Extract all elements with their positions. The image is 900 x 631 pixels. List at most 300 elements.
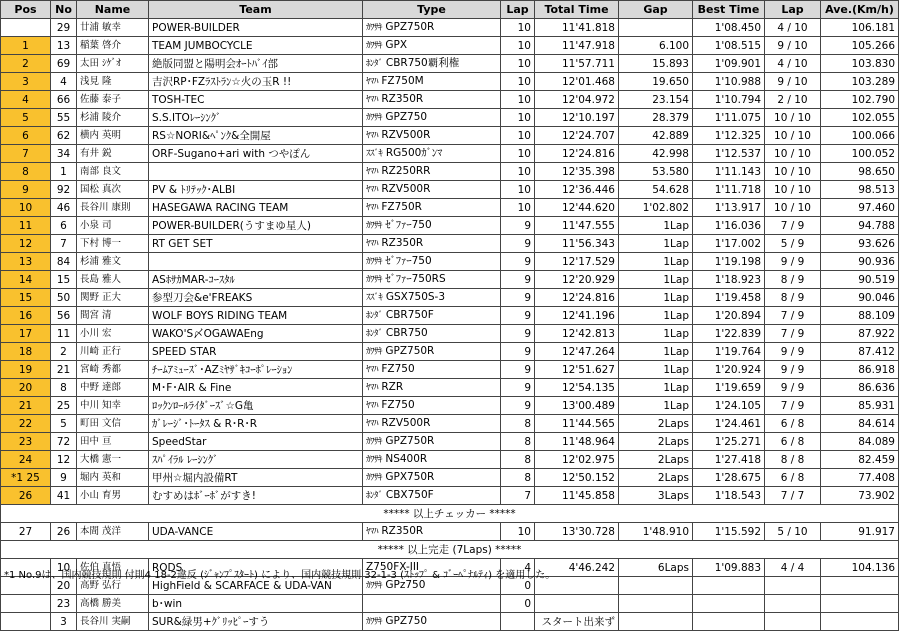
finish-separator-row bbox=[1, 541, 899, 559]
average-speed-cell: 86.636 bbox=[821, 379, 899, 397]
team-cell: TEAM JUMBOCYCLE bbox=[149, 37, 363, 55]
rider-name-cell: 大橋 憲一 bbox=[77, 451, 149, 469]
best-lap-cell: 10 / 10 bbox=[765, 145, 821, 163]
maker-label: ｶﾜｻｷ bbox=[366, 113, 383, 123]
model-label: ｾﾞﾌｧｰ750RS bbox=[385, 273, 446, 285]
lap-cell: 8 bbox=[501, 451, 535, 469]
lap-cell: 10 bbox=[501, 73, 535, 91]
lap-cell: 10 bbox=[501, 181, 535, 199]
average-speed-cell: 98.650 bbox=[821, 163, 899, 181]
table-row bbox=[1, 199, 899, 217]
maker-label: ｶﾜｻｷ bbox=[366, 437, 383, 447]
number-cell: 20 bbox=[51, 577, 77, 595]
gap-cell: 19.650 bbox=[619, 73, 693, 91]
rider-name-cell: 杉浦 陵介 bbox=[77, 109, 149, 127]
average-speed-cell bbox=[821, 577, 899, 595]
model-label: GPZ750 bbox=[385, 111, 428, 123]
total-time-cell: 12'24.816 bbox=[535, 145, 619, 163]
maker-label: ﾔﾏﾊ bbox=[366, 383, 379, 393]
rider-name-cell: 小泉 司 bbox=[77, 217, 149, 235]
rider-name-cell: 佐伯 真悟 bbox=[77, 559, 149, 577]
maker-label: ﾔﾏﾊ bbox=[366, 239, 379, 249]
maker-label: ﾔﾏﾊ bbox=[366, 419, 379, 429]
gap-cell: 1'02.802 bbox=[619, 199, 693, 217]
model-label: RZR bbox=[381, 381, 404, 393]
rider-name-cell: 長谷川 実嗣 bbox=[77, 613, 149, 631]
lap-cell: 10 bbox=[501, 55, 535, 73]
best-time-cell: 1'28.675 bbox=[693, 469, 765, 487]
best-lap-cell: 7 / 9 bbox=[765, 397, 821, 415]
number-cell: 92 bbox=[51, 181, 77, 199]
maker-label: ﾎﾝﾀﾞ bbox=[366, 311, 383, 321]
lap-cell: 10 bbox=[501, 145, 535, 163]
col-bestlap-header: Lap bbox=[765, 1, 821, 19]
pos-cell: *1 25 bbox=[1, 469, 51, 487]
type-cell bbox=[363, 595, 501, 613]
team-cell: SPEED STAR bbox=[149, 343, 363, 361]
best-lap-cell: 8 / 9 bbox=[765, 271, 821, 289]
model-label: RG500ｶﾞﾝﾏ bbox=[385, 147, 443, 159]
best-lap-cell: 6 / 8 bbox=[765, 433, 821, 451]
gap-cell: 1'48.910 bbox=[619, 523, 693, 541]
best-lap-cell: 9 / 10 bbox=[765, 37, 821, 55]
type-cell bbox=[363, 289, 501, 307]
number-cell: 3 bbox=[51, 613, 77, 631]
gap-cell bbox=[619, 577, 693, 595]
gap-cell: 1Lap bbox=[619, 271, 693, 289]
best-lap-cell: 5 / 10 bbox=[765, 523, 821, 541]
model-label: NS400R bbox=[385, 453, 428, 465]
total-time-cell: 4'46.242 bbox=[535, 559, 619, 577]
team-cell: むすめはﾎﾞｰﾎﾞがすき! bbox=[149, 487, 363, 505]
maker-label: ﾔﾏﾊ bbox=[366, 185, 379, 195]
maker-label: ｽｽﾞｷ bbox=[366, 293, 383, 303]
finish-separator: ***** 以上完走 (7Laps) ***** bbox=[1, 541, 899, 559]
table-row bbox=[1, 289, 899, 307]
rider-name-cell: 関野 正大 bbox=[77, 289, 149, 307]
type-cell bbox=[363, 397, 501, 415]
total-time-cell: 12'51.627 bbox=[535, 361, 619, 379]
rider-name-cell: 南部 良文 bbox=[77, 163, 149, 181]
model-label: GPZ750R bbox=[385, 345, 435, 357]
lap-cell: 9 bbox=[501, 379, 535, 397]
lap-cell: 9 bbox=[501, 343, 535, 361]
pos-cell: 17 bbox=[1, 325, 51, 343]
gap-cell: 1Lap bbox=[619, 325, 693, 343]
best-lap-cell bbox=[765, 577, 821, 595]
best-lap-cell: 10 / 10 bbox=[765, 109, 821, 127]
best-lap-cell: 8 / 8 bbox=[765, 451, 821, 469]
col-lap-header: Lap bbox=[501, 1, 535, 19]
pos-cell: 16 bbox=[1, 307, 51, 325]
total-time-cell: 11'47.918 bbox=[535, 37, 619, 55]
type-cell bbox=[363, 613, 501, 631]
number-cell: 62 bbox=[51, 127, 77, 145]
team-cell bbox=[149, 163, 363, 181]
rider-name-cell: 下村 博一 bbox=[77, 235, 149, 253]
type-cell bbox=[363, 217, 501, 235]
rider-name-cell: 横内 英明 bbox=[77, 127, 149, 145]
team-cell: POWER-BUILDER bbox=[149, 19, 363, 37]
team-cell: 甲州☆堀内設備RT bbox=[149, 469, 363, 487]
total-time-cell: 11'48.964 bbox=[535, 433, 619, 451]
number-cell: 55 bbox=[51, 109, 77, 127]
best-time-cell: 1'27.418 bbox=[693, 451, 765, 469]
col-no-header: No bbox=[51, 1, 77, 19]
model-label: GPX bbox=[385, 39, 408, 51]
rider-name-cell: 有井 鋭 bbox=[77, 145, 149, 163]
number-cell: 69 bbox=[51, 55, 77, 73]
average-speed-cell: 103.289 bbox=[821, 73, 899, 91]
model-label: FZ750 bbox=[381, 363, 415, 375]
best-lap-cell: 4 / 10 bbox=[765, 55, 821, 73]
team-cell: SpeedStar bbox=[149, 433, 363, 451]
rider-name-cell: 長谷川 康則 bbox=[77, 199, 149, 217]
table-row bbox=[1, 163, 899, 181]
model-label: GPZ750R bbox=[385, 435, 435, 447]
gap-cell: 1Lap bbox=[619, 343, 693, 361]
team-cell: WOLF BOYS RIDING TEAM bbox=[149, 307, 363, 325]
pos-cell: 9 bbox=[1, 181, 51, 199]
type-cell bbox=[363, 91, 501, 109]
gap-cell: 2Laps bbox=[619, 415, 693, 433]
pos-cell: 2 bbox=[1, 55, 51, 73]
best-lap-cell bbox=[765, 613, 821, 631]
average-speed-cell: 82.459 bbox=[821, 451, 899, 469]
average-speed-cell: 84.089 bbox=[821, 433, 899, 451]
average-speed-cell: 97.460 bbox=[821, 199, 899, 217]
pos-cell: 20 bbox=[1, 379, 51, 397]
total-time-cell: 12'41.196 bbox=[535, 307, 619, 325]
pos-cell bbox=[1, 613, 51, 631]
type-cell bbox=[363, 523, 501, 541]
average-speed-cell: 105.266 bbox=[821, 37, 899, 55]
best-lap-cell: 7 / 7 bbox=[765, 487, 821, 505]
pos-cell: 27 bbox=[1, 523, 51, 541]
gap-cell: 53.580 bbox=[619, 163, 693, 181]
average-speed-cell: 102.055 bbox=[821, 109, 899, 127]
lap-cell: 8 bbox=[501, 469, 535, 487]
gap-cell: 15.893 bbox=[619, 55, 693, 73]
gap-cell bbox=[619, 595, 693, 613]
best-time-cell: 1'20.894 bbox=[693, 307, 765, 325]
gap-cell: 1Lap bbox=[619, 289, 693, 307]
pos-cell: 15 bbox=[1, 289, 51, 307]
team-cell: UDA-VANCE bbox=[149, 523, 363, 541]
best-time-cell bbox=[693, 613, 765, 631]
maker-label: ﾎﾝﾀﾞ bbox=[366, 329, 383, 339]
pos-cell bbox=[1, 19, 51, 37]
table-row bbox=[1, 127, 899, 145]
number-cell: 41 bbox=[51, 487, 77, 505]
total-time-cell: 12'24.816 bbox=[535, 289, 619, 307]
team-cell: M･F･AIR & Fine bbox=[149, 379, 363, 397]
average-speed-cell: 104.136 bbox=[821, 559, 899, 577]
lap-cell: 9 bbox=[501, 253, 535, 271]
maker-label: ｽｽﾞｷ bbox=[366, 149, 383, 159]
average-speed-cell: 94.788 bbox=[821, 217, 899, 235]
lap-cell: 10 bbox=[501, 163, 535, 181]
best-time-cell: 1'16.036 bbox=[693, 217, 765, 235]
type-cell bbox=[363, 181, 501, 199]
type-cell bbox=[363, 127, 501, 145]
type-cell bbox=[363, 271, 501, 289]
team-cell: SUR&緑男+ｸﾞﾘｯﾋﾟｰすう bbox=[149, 613, 363, 631]
maker-label: ｶﾜｻｷ bbox=[366, 23, 383, 33]
best-time-cell: 1'19.764 bbox=[693, 343, 765, 361]
average-speed-cell: 103.830 bbox=[821, 55, 899, 73]
best-time-cell bbox=[693, 595, 765, 613]
best-time-cell: 1'19.198 bbox=[693, 253, 765, 271]
maker-label: ｶﾜｻｷ bbox=[366, 257, 383, 267]
model-label: FZ750M bbox=[381, 75, 424, 87]
lap-cell: 9 bbox=[501, 361, 535, 379]
best-lap-cell: 9 / 9 bbox=[765, 253, 821, 271]
total-time-cell: 11'57.711 bbox=[535, 55, 619, 73]
gap-cell: 54.628 bbox=[619, 181, 693, 199]
best-time-cell bbox=[693, 577, 765, 595]
best-lap-cell: 10 / 10 bbox=[765, 127, 821, 145]
type-cell bbox=[363, 55, 501, 73]
average-speed-cell: 100.066 bbox=[821, 127, 899, 145]
best-lap-cell: 9 / 9 bbox=[765, 379, 821, 397]
best-lap-cell bbox=[765, 595, 821, 613]
type-cell bbox=[363, 379, 501, 397]
best-lap-cell: 4 / 4 bbox=[765, 559, 821, 577]
total-time-cell: 12'54.135 bbox=[535, 379, 619, 397]
type-cell bbox=[363, 343, 501, 361]
table-row bbox=[1, 379, 899, 397]
best-time-cell: 1'11.143 bbox=[693, 163, 765, 181]
average-speed-cell: 84.614 bbox=[821, 415, 899, 433]
total-time-cell: 12'44.620 bbox=[535, 199, 619, 217]
col-type-header: Type bbox=[363, 1, 501, 19]
pos-cell: 3 bbox=[1, 73, 51, 91]
gap-cell: 6Laps bbox=[619, 559, 693, 577]
best-time-cell: 1'15.592 bbox=[693, 523, 765, 541]
pos-cell: 6 bbox=[1, 127, 51, 145]
best-time-cell: 1'17.002 bbox=[693, 235, 765, 253]
type-cell bbox=[363, 253, 501, 271]
total-time-cell: 13'30.728 bbox=[535, 523, 619, 541]
rider-name-cell: 杉浦 雅文 bbox=[77, 253, 149, 271]
pos-cell: 8 bbox=[1, 163, 51, 181]
number-cell: 34 bbox=[51, 145, 77, 163]
gap-cell: 2Laps bbox=[619, 433, 693, 451]
rider-name-cell: 中野 達郎 bbox=[77, 379, 149, 397]
best-lap-cell: 10 / 10 bbox=[765, 199, 821, 217]
lap-cell: 0 bbox=[501, 595, 535, 613]
type-cell bbox=[363, 307, 501, 325]
best-lap-cell: 9 / 10 bbox=[765, 73, 821, 91]
table-row bbox=[1, 523, 899, 541]
best-lap-cell: 7 / 9 bbox=[765, 217, 821, 235]
number-cell: 26 bbox=[51, 523, 77, 541]
best-time-cell: 1'18.923 bbox=[693, 271, 765, 289]
rider-name-cell: 田中 亘 bbox=[77, 433, 149, 451]
rider-name-cell: 川崎 正行 bbox=[77, 343, 149, 361]
lap-cell: 10 bbox=[501, 127, 535, 145]
team-cell: RS☆NORI&ﾍﾟﾝｸ&全開屋 bbox=[149, 127, 363, 145]
model-label: RZV500R bbox=[381, 183, 431, 195]
table-row bbox=[1, 145, 899, 163]
average-speed-cell: 91.917 bbox=[821, 523, 899, 541]
rider-name-cell: 小山 育男 bbox=[77, 487, 149, 505]
gap-cell: 2Laps bbox=[619, 469, 693, 487]
model-label: Z750FX-III bbox=[366, 561, 420, 573]
maker-label: ｶﾜｻｷ bbox=[366, 455, 383, 465]
gap-cell: 1Lap bbox=[619, 397, 693, 415]
gap-cell: 1Lap bbox=[619, 379, 693, 397]
best-time-cell: 1'09.883 bbox=[693, 559, 765, 577]
table-row bbox=[1, 55, 899, 73]
best-time-cell: 1'20.924 bbox=[693, 361, 765, 379]
rider-name-cell: 国松 真次 bbox=[77, 181, 149, 199]
number-cell: 5 bbox=[51, 415, 77, 433]
table-row bbox=[1, 595, 899, 613]
maker-label: ｶﾜｻｷ bbox=[366, 221, 383, 231]
pos-cell: 26 bbox=[1, 487, 51, 505]
total-time-cell: 11'45.858 bbox=[535, 487, 619, 505]
best-lap-cell: 10 / 10 bbox=[765, 181, 821, 199]
pos-cell: 19 bbox=[1, 361, 51, 379]
maker-label: ﾔﾏﾊ bbox=[366, 203, 379, 213]
best-time-cell: 1'08.515 bbox=[693, 37, 765, 55]
number-cell: 21 bbox=[51, 361, 77, 379]
team-cell bbox=[149, 253, 363, 271]
best-lap-cell: 6 / 8 bbox=[765, 469, 821, 487]
lap-cell: 10 bbox=[501, 109, 535, 127]
table-row bbox=[1, 361, 899, 379]
pos-cell: 5 bbox=[1, 109, 51, 127]
gap-cell: 2Laps bbox=[619, 451, 693, 469]
number-cell: 13 bbox=[51, 37, 77, 55]
table-row bbox=[1, 307, 899, 325]
best-lap-cell: 9 / 9 bbox=[765, 361, 821, 379]
team-cell: S.S.ITOﾚｰｼﾝｸﾞ bbox=[149, 109, 363, 127]
lap-cell bbox=[501, 613, 535, 631]
lap-cell: 10 bbox=[501, 199, 535, 217]
pos-cell: 24 bbox=[1, 451, 51, 469]
number-cell: 4 bbox=[51, 73, 77, 91]
number-cell: 10 bbox=[51, 559, 77, 577]
pos-cell: 1 bbox=[1, 37, 51, 55]
maker-label: ﾔﾏﾊ bbox=[366, 527, 379, 537]
pos-cell: 11 bbox=[1, 217, 51, 235]
total-time-cell: 13'00.489 bbox=[535, 397, 619, 415]
total-time-cell: 12'36.446 bbox=[535, 181, 619, 199]
maker-label: ﾎﾝﾀﾞ bbox=[366, 59, 383, 69]
lap-cell: 9 bbox=[501, 325, 535, 343]
table-row bbox=[1, 433, 899, 451]
lap-cell: 10 bbox=[501, 523, 535, 541]
pos-cell bbox=[1, 595, 51, 613]
type-cell bbox=[363, 163, 501, 181]
maker-label: ｶﾜｻｷ bbox=[366, 347, 383, 357]
rider-name-cell: 小川 宏 bbox=[77, 325, 149, 343]
team-cell: RT GET SET bbox=[149, 235, 363, 253]
average-speed-cell: 102.790 bbox=[821, 91, 899, 109]
table-row bbox=[1, 397, 899, 415]
lap-cell: 0 bbox=[501, 577, 535, 595]
team-cell: HASEGAWA RACING TEAM bbox=[149, 199, 363, 217]
team-cell: b･win bbox=[149, 595, 363, 613]
number-cell: 56 bbox=[51, 307, 77, 325]
maker-label: ﾔﾏﾊ bbox=[366, 95, 379, 105]
total-time-cell: 11'44.565 bbox=[535, 415, 619, 433]
col-name-header: Name bbox=[77, 1, 149, 19]
maker-label: ｶﾜｻｷ bbox=[366, 617, 383, 627]
pos-cell: 21 bbox=[1, 397, 51, 415]
table-row bbox=[1, 217, 899, 235]
team-cell: 絶版同盟と陽明会ｵｰﾄﾊﾞｲ部 bbox=[149, 55, 363, 73]
best-lap-cell: 4 / 10 bbox=[765, 19, 821, 37]
maker-label: ｶﾜｻｷ bbox=[366, 581, 383, 591]
pos-cell: 22 bbox=[1, 415, 51, 433]
lap-cell: 9 bbox=[501, 289, 535, 307]
number-cell: 46 bbox=[51, 199, 77, 217]
lap-cell: 10 bbox=[501, 19, 535, 37]
model-label: CBX750F bbox=[385, 489, 434, 501]
lap-cell: 9 bbox=[501, 397, 535, 415]
table-row bbox=[1, 469, 899, 487]
number-cell: 1 bbox=[51, 163, 77, 181]
model-label: RZ350R bbox=[381, 525, 424, 537]
maker-label: ﾔﾏﾊ bbox=[366, 365, 379, 375]
checker-separator-row bbox=[1, 505, 899, 523]
team-cell: RODS bbox=[149, 559, 363, 577]
maker-label: ﾔﾏﾊ bbox=[366, 401, 379, 411]
average-speed-cell: 90.046 bbox=[821, 289, 899, 307]
lap-cell: 10 bbox=[501, 91, 535, 109]
best-lap-cell: 7 / 9 bbox=[765, 307, 821, 325]
rider-name-cell: 高橋 勝美 bbox=[77, 595, 149, 613]
gap-cell: 23.154 bbox=[619, 91, 693, 109]
table-row bbox=[1, 19, 899, 37]
number-cell: 9 bbox=[51, 469, 77, 487]
total-time-cell: 11'47.555 bbox=[535, 217, 619, 235]
type-cell bbox=[363, 145, 501, 163]
total-time-cell: 12'17.529 bbox=[535, 253, 619, 271]
gap-cell: 1Lap bbox=[619, 217, 693, 235]
header-row bbox=[1, 1, 899, 19]
total-time-cell: 12'04.972 bbox=[535, 91, 619, 109]
model-label: ｾﾞﾌｧｰ750 bbox=[385, 219, 432, 231]
number-cell: 12 bbox=[51, 451, 77, 469]
team-cell: ｶﾞﾚｰｼﾞ･ﾄｰﾀｽ & R･R･R bbox=[149, 415, 363, 433]
rider-name-cell: 本間 茂洋 bbox=[77, 523, 149, 541]
average-speed-cell bbox=[821, 613, 899, 631]
model-label: CBR750 bbox=[385, 327, 428, 339]
maker-label: ﾎﾝﾀﾞ bbox=[366, 491, 383, 501]
number-cell: 7 bbox=[51, 235, 77, 253]
type-cell bbox=[363, 451, 501, 469]
table-row bbox=[1, 613, 899, 631]
best-time-cell: 1'24.105 bbox=[693, 397, 765, 415]
model-label: GSX750S-3 bbox=[385, 291, 446, 303]
team-cell: 参型刀会&e'FREAKS bbox=[149, 289, 363, 307]
model-label: FZ750R bbox=[381, 201, 422, 213]
average-speed-cell: 100.052 bbox=[821, 145, 899, 163]
best-time-cell: 1'12.325 bbox=[693, 127, 765, 145]
rider-name-cell: 中川 知幸 bbox=[77, 397, 149, 415]
pos-cell: 10 bbox=[1, 199, 51, 217]
best-time-cell: 1'08.450 bbox=[693, 19, 765, 37]
col-team-header: Team bbox=[149, 1, 363, 19]
maker-label: ｶﾜｻｷ bbox=[366, 473, 383, 483]
gap-cell bbox=[619, 19, 693, 37]
table-row bbox=[1, 325, 899, 343]
